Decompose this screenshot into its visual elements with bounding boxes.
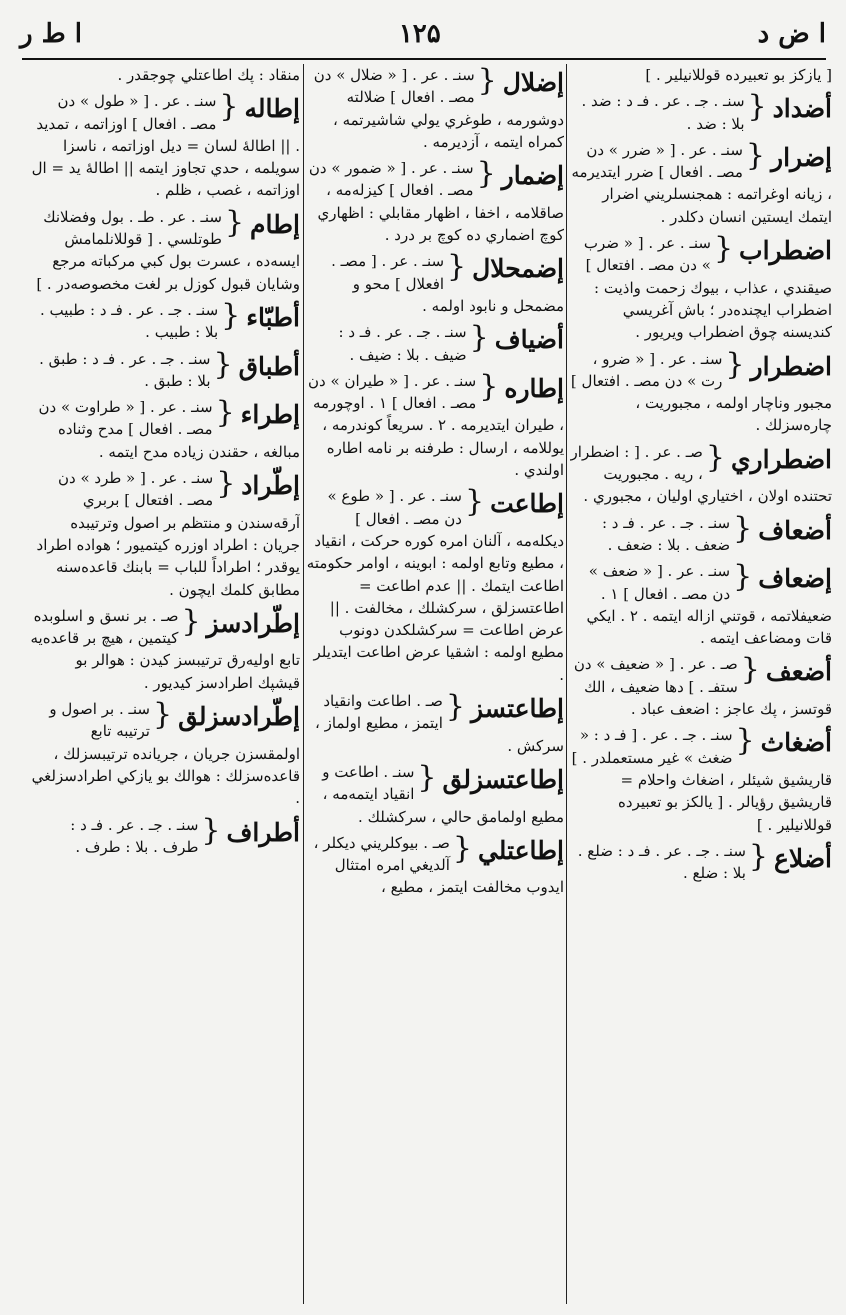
dictionary-entry (306, 485, 564, 686)
entry-definition: صـ . بيوكلريني ديكلر ، آلديغي امره امتثال ايدوب مخالفت ايتمز ، مطيع ، (313, 833, 564, 897)
entry-brace: { (748, 838, 768, 874)
entry-brace: { (479, 368, 499, 404)
dictionary-entry (570, 560, 832, 649)
entry-definition: سنـ . عر . [ « طول » دن مصـ . افعال ] اوزاتمه ، تمديد . || اطالهٔ لسان = ديل اوزاتمه ، ناسزا سويلمه ، حدي تجاوز ايتمه || اطالهٔ يد = ال اوزاتمه ، غصب ، ظلم . (31, 92, 300, 200)
entry-brace: { (445, 689, 465, 725)
entry-definition: سنـ . جـ . عر . فـ د : ضلع . بلا : ضلع . (577, 841, 746, 883)
entry-brace: { (213, 346, 233, 382)
dictionary-entry (306, 832, 564, 899)
entry-brace: { (476, 156, 496, 192)
entry-definition: سنـ . عر . [ « طوع » دن مصـ . افعال ] ديكله‌مه ، آلنان امره كوره حركت ، انقياد ، مطيع وتابع اولمه : ابوينه ، اوامر حكومته اطاعت ايتمك . || عدم اطاعت = اطاعتسزلق ، سركشلك ، مخالفت . || عرض اطاعت = سركشلكدن دونوب مطيع اولمه : اشقيا عرض اطاعت ايتديلر . (306, 487, 564, 684)
entry-brace: { (725, 346, 745, 382)
entry-definition: صـ . اطاعت وانقياد ايتمز ، مطيع اولماز ، سركش . (314, 692, 564, 755)
entry-headword: إطراء (240, 400, 300, 430)
column-middle (306, 64, 564, 1304)
dictionary-entry (30, 698, 300, 809)
entry-brace: { (201, 812, 221, 848)
entry-headword: أطبّاء (246, 302, 300, 332)
entry-brace: { (152, 697, 173, 733)
dictionary-entry (30, 396, 300, 463)
entry-definition: سنـ . عر . [ « طيران » دن مصـ . افعال ] ۱ . اوچورمه ، طيران ايتديرمه . ۲ . سريعاً كوندرمه ، يوللامه ، ارسال : طرفنه بر نامه اطاره اولندي . (308, 371, 564, 480)
header-rule (22, 58, 826, 60)
page-header (20, 12, 826, 56)
entry-brace: { (469, 320, 489, 356)
entry-headword: أطباق (238, 351, 300, 381)
entry-brace: { (705, 439, 725, 475)
column-left (30, 64, 300, 1304)
entry-definition: صـ . عر . [ : اضطرار ، ريه . مجبوريت تحتنده اولان ، اختياري اوليان ، مجبوري . (570, 442, 832, 506)
entry-headword: إطاعتسزلق (442, 764, 564, 794)
entry-brace: { (740, 652, 760, 688)
entry-definition: سنـ . عر . [ « ضرب » دن مصـ . افتعال ] صيقندي ، عذاب ، بيوك زحمت واذيت : اضطراب ايچنده‌در ؛ باش آغريسي كنديسنه چوق اضطراب ويريور . (583, 234, 832, 342)
dictionary-entry (570, 724, 832, 835)
entry-headword: إطاعتسز (470, 694, 564, 724)
entry-definition: سنـ . عر . [ « طرد » دن مصـ . افتعال ] بربري آرقه‌سندن و منتظم بر اصول وترتيبده جريان : اطراد اوزره كيتميور ؛ هواده اطراد يوقدر ؛ اطراداً للباب = بابنك قاعده‌سنه مطابق كلمك ايچون . (36, 469, 300, 599)
entry-headword: إطام (250, 209, 300, 239)
entry-brace: { (733, 510, 753, 546)
entry-brace: { (219, 89, 239, 125)
entry-definition: سنـ . جـ . عر . فـ د : طبيب . بلا : طبيب . (39, 300, 219, 342)
entry-definition: سنـ . عر . [ « ضلال » دن مصـ . افعال ] ضلالته دوشورمه ، طوغري يولي شاشيرتمه ، كمراه ايتمه ، آزديرمه . (313, 66, 564, 151)
entry-headword: أضغاث (760, 728, 832, 758)
entry-definition: سنـ . اطاعت و انقياد ايتمه‌مه ، مطيع اولمامق حالي ، سركشلك . (322, 762, 564, 826)
dictionary-entry (570, 232, 832, 343)
dictionary-entry (570, 348, 832, 437)
entry-headword: إضمار (501, 161, 564, 191)
entry-headword: إضرار (771, 142, 832, 172)
dictionary-entry (570, 653, 832, 720)
entry-brace: { (452, 830, 472, 866)
entry-headword: أضعف (765, 657, 832, 687)
entry-headword: إطاله (244, 94, 300, 124)
entry-headword: إطّرادسزلق (178, 702, 300, 732)
page-number: ۱۲۵ (398, 19, 441, 49)
entry-brace: { (216, 466, 236, 502)
entry-brace: { (713, 231, 734, 267)
entry-definition: سنـ . بر اصول و ترتيبه تابع اولمقسزن جريان ، جريانده ترتيبسزلك ، قاعده‌سزلك : هوالك بو يازكي اطرادسزلغي . (31, 700, 300, 808)
dictionary-entry (570, 512, 832, 557)
column-divider-right (566, 64, 567, 1304)
header-left-letters: ا ط ر (20, 19, 82, 49)
column-continuation: [ يازكز بو تعبيرده قوللانيلير . ] (645, 66, 832, 84)
entry-headword: أضياف (494, 325, 564, 355)
column-divider-left (303, 64, 304, 1304)
entry-headword: إطاعت (490, 489, 564, 519)
entry-headword: إطاعتلي (477, 835, 564, 865)
entry-brace: { (745, 137, 765, 173)
entry-definition: سنـ . عر . [ « طراوت » دن مصـ . افعال ] مدح وثناده مبالغه ، حقندن زياده مدح ايتمه . (38, 398, 300, 461)
dictionary-entry (570, 840, 832, 885)
entry-headword: أطراف (226, 817, 300, 847)
entry-definition: صـ . بر نسق و اسلوبده كيتمين ، هيچ بر قاعده‌يه تابع اوليه‌رق ترتيبسز كيدن : هوالر بو قيشپك اطرادسز كيديور . (30, 606, 300, 692)
entry-definition: صـ . عر . [ « ضعيف » دن ستفـ . ] دها ضعيف ، الك قوتسز ، پك عاجز : اضعف عباد . (573, 655, 832, 719)
dictionary-entry (30, 206, 300, 295)
entry-brace: { (447, 249, 467, 285)
entry-headword: أضداد (772, 94, 832, 124)
entry-brace: { (215, 395, 235, 431)
dictionary-entry (570, 139, 832, 228)
dictionary-entry (306, 250, 564, 317)
entry-headword: اضطراري (730, 444, 832, 474)
entry-headword: إضلال (502, 68, 564, 97)
dictionary-entry (30, 814, 300, 859)
entry-brace: { (181, 603, 201, 639)
column-right (570, 64, 832, 1304)
dictionary-entry (306, 761, 564, 828)
entry-brace: { (477, 64, 497, 98)
entry-headword: إطّراد (241, 471, 300, 501)
entry-definition: سنـ . جـ . عر . فـ د : ضد . بلا : ضد . (581, 92, 745, 133)
entry-headword: إضمحلال (472, 254, 564, 284)
dictionary-entry (30, 348, 300, 393)
entry-definition: سنـ . عر . [ « ضرر » دن مصـ . افعال ] ضرر ايتديرمه ، زيانه اوغراتمه : همجنسلريني اضرار ايتمك ايستين انسان دكلدر . (571, 140, 832, 226)
dictionary-entry (30, 467, 300, 601)
entry-headword: أضعاف (758, 515, 832, 545)
entry-headword: إطاره (504, 373, 564, 403)
entry-brace: { (464, 484, 485, 520)
entry-headword: اضطراب (739, 236, 832, 266)
column-continuation: منقاد : پك اطاعتلي چوجقدر . (117, 66, 300, 84)
entry-brace: { (735, 723, 755, 759)
entry-brace: { (221, 297, 241, 333)
dictionary-entry (570, 441, 832, 508)
entry-definition: سنـ . جـ . عر . فـ د : طبق . بلا : طبق . (39, 349, 211, 390)
dictionary-entry (306, 64, 564, 153)
entry-definition: سنـ . جـ . عر . فـ د : ضيف . بلا : ضيف . (338, 323, 467, 364)
entry-headword: أضلاع (773, 843, 832, 873)
entry-definition: سنـ . عر . [ « ضرو ، رت » دن مصـ . افتعال ] مجبور وناچار اولمه ، مجبوريت ، چاره‌سزلك . (570, 349, 832, 435)
entry-brace: { (747, 89, 767, 125)
header-right-letters: ا ض د (757, 19, 826, 49)
entry-headword: اضطرار (750, 351, 832, 381)
dictionary-entry (306, 157, 564, 246)
dictionary-entry (570, 90, 832, 135)
entry-definition: سنـ . عر . [ « ضمور » دن مصـ . افعال ] كيزله‌مه ، صاقلامه ، اخفا ، اظهار مقابلي : اظهاري كوچ اضماري ده كوچ بر درد . (308, 159, 564, 245)
entry-brace: { (417, 759, 437, 795)
entry-headword: إطّرادسز (206, 608, 300, 638)
dictionary-entry (306, 370, 564, 481)
entry-definition: سنـ . جـ . عر . [ فـ د : « ضغث » غير مستعملدر . ] قاريشيق شيئلر ، اضغاث واحلام = قاريشيق رؤيالر . [ يالكز بو تعبيرده قوللانيلير . ] (571, 726, 832, 834)
dictionary-entry (306, 321, 564, 366)
entry-brace: { (224, 204, 245, 240)
dictionary-entry (30, 90, 300, 201)
dictionary-entry (30, 605, 300, 694)
entry-definition: سنـ . جـ . عر . فـ د : ضعف . بلا : ضعف . (601, 513, 731, 554)
dictionary-entry (30, 299, 300, 344)
entry-definition: سنـ . عر . طـ . بول وفضلانك طوتلسي . [ قوللانلمامش ايسه‌ده ، عسرت بول كبي مركباته مرجع وشايان قبول كوزل بر لغت مخصوصه‌در . ] (36, 207, 300, 293)
entry-definition: سنـ . عر . [ مصـ . افعلال ] محو و مضمحل و نابود اولمه . (331, 252, 564, 315)
dictionary-entry (306, 690, 564, 757)
entry-definition: سنـ . عر . [ « ضعف » دن مصـ . افعال ] ۱ . ضعيفلاتمه ، قوتني ازاله ايتمه . ۲ . ايكي قات ومضاعف ايتمه . (586, 562, 832, 648)
entry-brace: { (733, 559, 753, 595)
entry-definition: سنـ . جـ . عر . فـ د : طرف . بلا : طرف . (70, 815, 199, 856)
entry-headword: إضعاف (758, 564, 832, 594)
